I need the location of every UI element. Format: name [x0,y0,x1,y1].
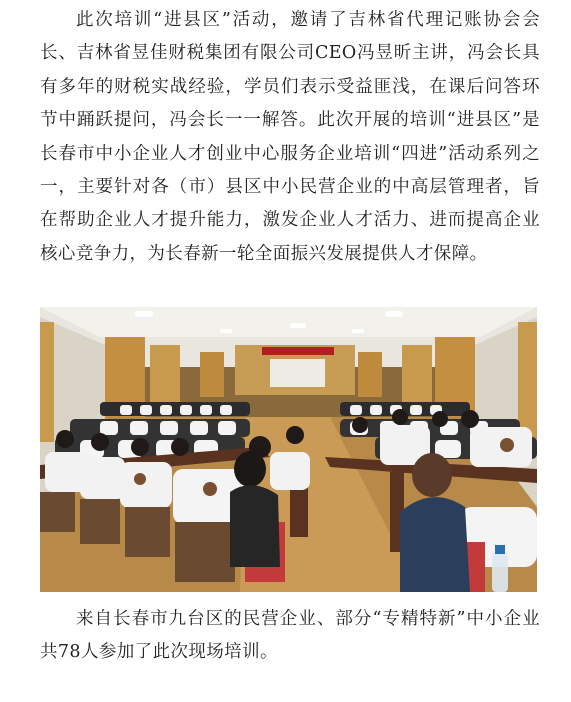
training-session-photo [40,307,537,592]
body-paragraph-2: 来自长春市九台区的民营企业、部分“专精特新”中小企业共78人参加了此次现场培训。 [40,609,540,663]
body-paragraph-1: 此次培训“进县区”活动，邀请了吉林省代理记账协会会长、吉林省昱佳财税集团有限公司CEO冯昱昕主讲，冯会长具有多年的财税实战经验，学员们表示受益匪浅，在课后问答环节中踊跃提问，冯会长一一解答。此次开展的培训“进县区”是长春市中小企业人才创业中心服务企业培训“四进”活动系列之一，主要针对各（市）县区中小民营企业的中高层管理者，旨在帮助企业人才提升能力，激发企业人才活力、进而提高企业核心竞争力，为长春新一轮全面振兴发展提供人才保障。 [40,10,540,264]
